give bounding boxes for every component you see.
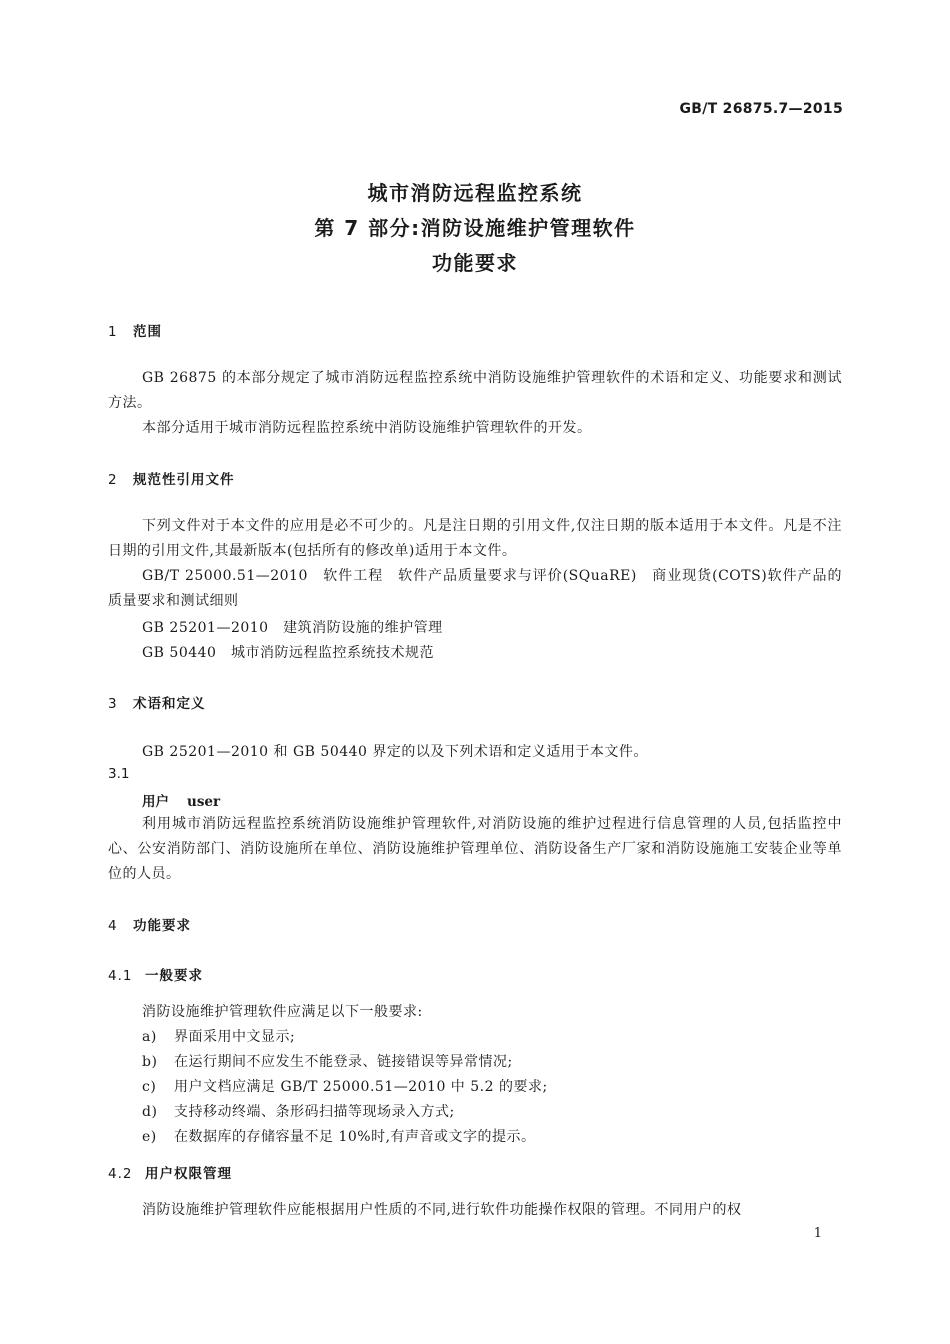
section-2-paragraph-1: 下列文件对于本文件的应用是必不可少的。凡是注日期的引用文件,仅注日期的版本适用于本文件。凡是不注日期的引用文件,其最新版本(包括所有的修改单)适用于本文件。 <box>108 518 842 559</box>
term-heading <box>142 790 220 810</box>
list-marker: c) <box>142 1079 157 1095</box>
section-1-heading <box>108 320 162 340</box>
section-number: 4 <box>108 918 118 934</box>
list-marker: e) <box>142 1129 157 1145</box>
list-item <box>142 1126 536 1146</box>
list-marker: b) <box>142 1054 158 1070</box>
list-text: 用户文档应满足 GB/T 25000.51—2010 中 5.2 的要求; <box>174 1079 548 1095</box>
list-item <box>142 1051 513 1071</box>
list-text: 在运行期间不应发生不能登录、链接错误等异常情况; <box>174 1054 513 1070</box>
list-item <box>142 1026 295 1046</box>
subsection-title: 一般要求 <box>145 968 203 984</box>
subsection-4-2-paragraph-1: 消防设施维护管理软件应能根据用户性质的不同,进行软件功能操作权限的管理。不同用户的权 <box>142 1202 742 1218</box>
section-title: 范围 <box>133 324 162 340</box>
subsection-title: 用户权限管理 <box>145 1166 232 1182</box>
list-text: 界面采用中文显示; <box>174 1029 296 1045</box>
term-number: 3.1 <box>108 766 130 782</box>
subsection-4-1-heading <box>108 964 203 984</box>
section-number: 1 <box>108 324 118 340</box>
section-number: 2 <box>108 472 118 488</box>
subsection-number: 4.2 <box>108 1166 133 1182</box>
list-item <box>142 1101 455 1121</box>
title-line-1: 城市消防远程监控系统 <box>367 181 583 205</box>
term-chinese: 用户 <box>142 794 169 810</box>
page-number: 1 <box>813 1226 822 1241</box>
section-3-heading <box>108 692 206 712</box>
list-text: 支持移动终端、条形码扫描等现场录入方式; <box>174 1104 455 1120</box>
subsection-number: 4.1 <box>108 968 133 984</box>
section-title: 功能要求 <box>133 918 191 934</box>
standard-code: GB/T 26875.7—2015 <box>679 101 843 117</box>
list-text: 在数据库的存储容量不足 10%时,有声音或文字的提示。 <box>174 1129 536 1145</box>
term-definition: 利用城市消防远程监控系统消防设施维护管理软件,对消防设施的维护过程进行信息管理的人员,包括监控中心、公安消防部门、消防设施所在单位、消防设施维护管理单位、消防设备生产厂家和消防设施施工安装企业等单位的人员。 <box>108 816 842 882</box>
list-marker: a) <box>142 1029 157 1045</box>
section-4-heading <box>108 914 191 934</box>
title-line-2: 第 7 部分:消防设施维护管理软件 <box>314 216 636 240</box>
section-1-paragraph-1: GB 26875 的本部分规定了城市消防远程监控系统中消防设施维护管理软件的术语和定义、功能要求和测试方法。 <box>108 370 842 411</box>
subsection-4-2-heading <box>108 1162 232 1182</box>
section-number: 3 <box>108 696 118 712</box>
list-item <box>142 1076 548 1096</box>
section-title: 术语和定义 <box>133 696 206 712</box>
normative-reference-3: GB 50440 城市消防远程监控系统技术规范 <box>142 645 434 661</box>
section-2-heading <box>108 468 235 488</box>
subsection-4-1-intro: 消防设施维护管理软件应满足以下一般要求: <box>142 1004 423 1020</box>
title-line-3: 功能要求 <box>432 251 518 275</box>
term-english: user <box>187 794 221 810</box>
section-title: 规范性引用文件 <box>133 472 235 488</box>
section-1-paragraph-2: 本部分适用于城市消防远程监控系统中消防设施维护管理软件的开发。 <box>142 420 592 436</box>
normative-reference-1: GB/T 25000.51—2010 软件工程 软件产品质量要求与评价(SQuaRE) 商业现货(COTS)软件产品的质量要求和测试细则 <box>108 568 842 609</box>
list-marker: d) <box>142 1104 158 1120</box>
section-3-paragraph-1: GB 25201—2010 和 GB 50440 界定的以及下列术语和定义适用于本文件。 <box>142 744 648 760</box>
normative-reference-2: GB 25201—2010 建筑消防设施的维护管理 <box>142 620 443 636</box>
